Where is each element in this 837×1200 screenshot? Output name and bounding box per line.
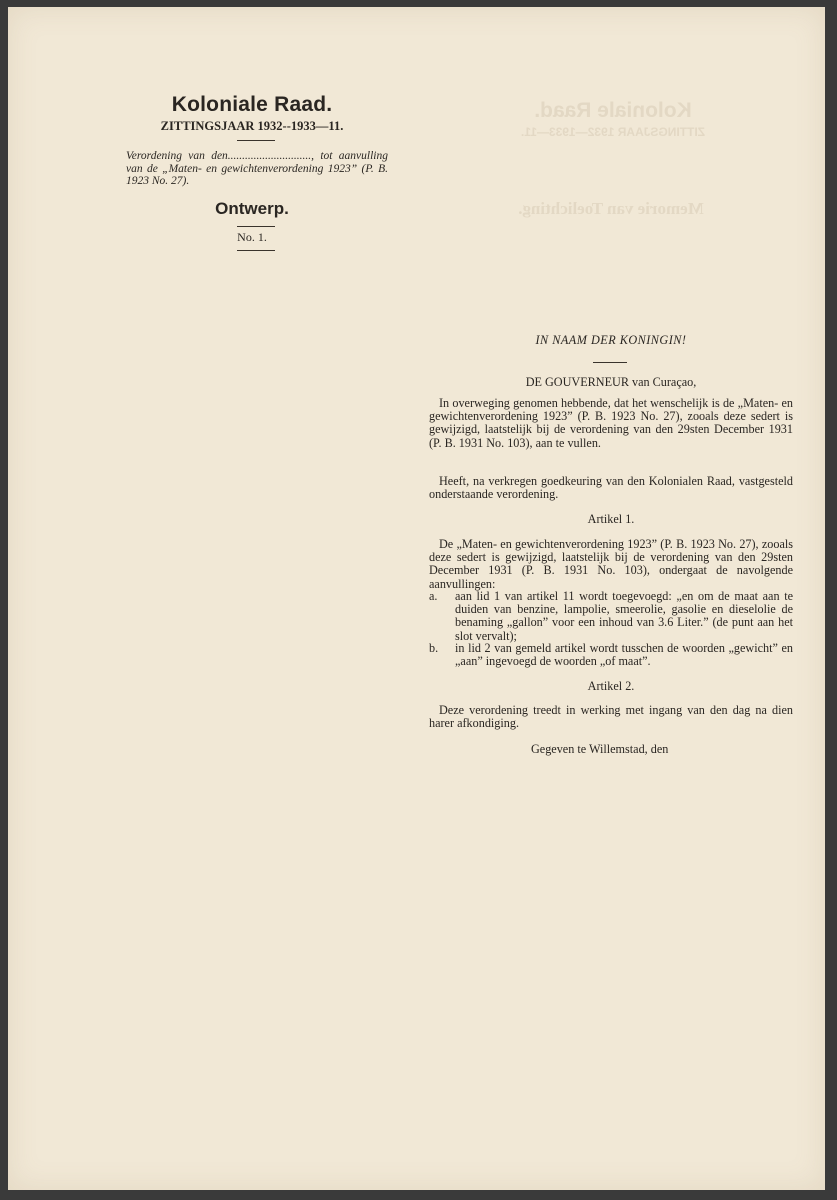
list-item <box>429 590 793 643</box>
showthrough-memorandum: Memorie van Toelichting. <box>518 199 704 218</box>
divider <box>237 250 275 251</box>
divider <box>593 362 627 363</box>
divider <box>237 226 275 227</box>
list-item-text: in lid 2 van gemeld artikel wordt tusschen de woorden „gewicht” en „aan” ingevoegd de woorden „of maat”. <box>455 641 793 669</box>
council-title: Koloniale Raad. <box>171 93 333 116</box>
showthrough-session: ZITTINGSJAAR 1932—1933—11. <box>520 125 706 139</box>
showthrough-title: Koloniale Raad. <box>534 99 692 122</box>
considering-paragraph: In overweging genomen hebbende, dat het wenschelijk is de „Maten- en gewichtenverordening 1923” (P. B. 1923 No. 27), zooals deze sedert is gewijzigd, laatstelijk bij de verordening van den 29sten December 1931 (P. B. 1931 No. 103), aan te vullen. <box>429 396 793 450</box>
document-page <box>8 7 825 1190</box>
article-2-heading: Artikel 2. <box>587 679 635 693</box>
article-2-text: Deze verordening treedt in werking met ingang van den dag na dien harer afkondiging. <box>429 703 793 731</box>
article-1-text: De „Maten- en gewichtenverordening 1923” (P. B. 1923 No. 27), zooals deze sedert is gewijzigd, laatstelijk bij de verordening van den 29sten December 1931 (P. B. 1931 No. 103), ondergaat de navolgende aanvullingen: <box>429 537 793 591</box>
article-1-heading: Artikel 1. <box>587 512 635 526</box>
list-item-label: a. <box>429 589 438 603</box>
list-item-text: aan lid 1 van artikel 11 wordt toegevoegd: „en om de maat aan te duiden van benzine, lampolie, smeerolie, gasolie en dieselolie de benaming „gallon” voor een inhoud van 3.6 Liter.” (de punt aan het slot vervalt); <box>455 589 793 643</box>
draft-number: No. 1. <box>237 230 267 244</box>
enactment-paragraph: Heeft, na verkregen goedkeuring van den Kolonialen Raad, vastgesteld onderstaande verordening. <box>429 474 793 502</box>
draft-heading: Ontwerp. <box>215 199 289 218</box>
list-item-label: b. <box>429 641 439 655</box>
governor-line: DE GOUVERNEUR van Curaçao, <box>525 375 697 389</box>
divider <box>237 140 275 141</box>
given-at-line: Gegeven te Willemstad, den <box>531 742 669 756</box>
session-year: ZITTINGSJAAR 1932--1933—11. <box>160 119 344 133</box>
ordinance-title: Verordening van den............................., tot aanvulling van de „Maten- en gewichtenverordening 1923” (P. B. 1923 No. 27). <box>126 150 388 187</box>
royal-preamble: IN NAAM DER KONINGIN! <box>535 333 687 347</box>
list-item <box>429 642 793 668</box>
